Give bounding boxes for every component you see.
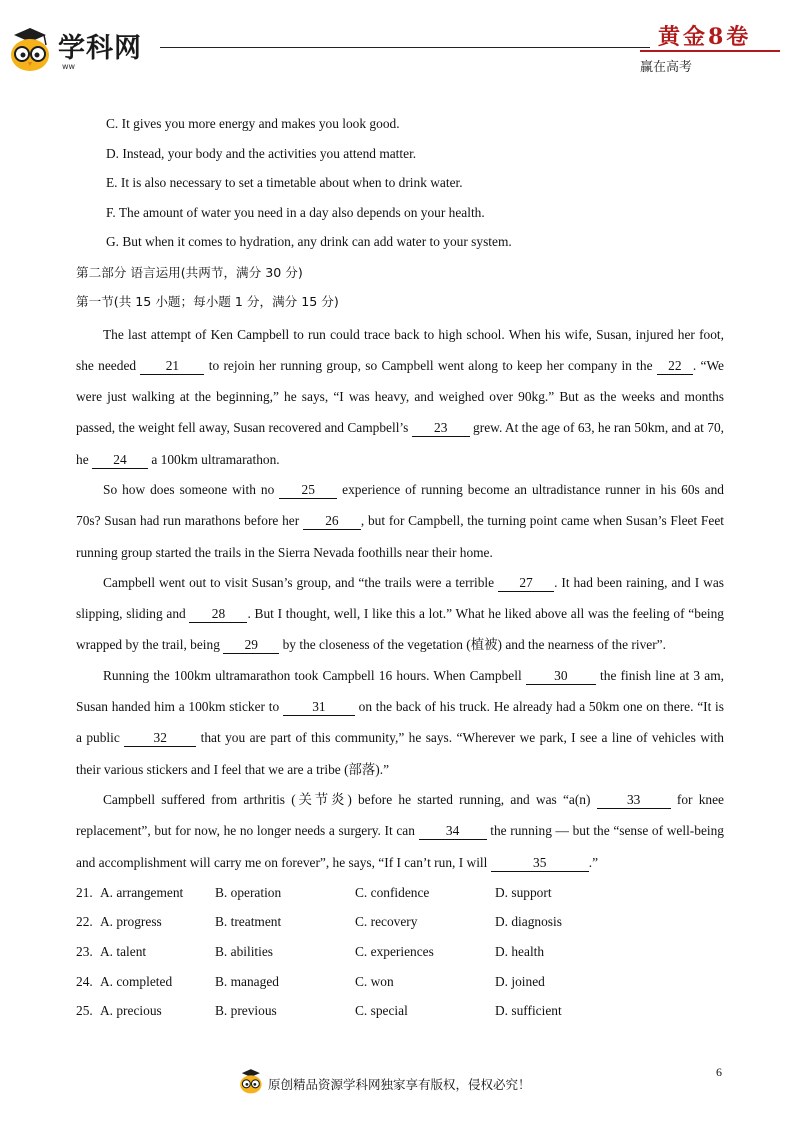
- page-footer: [0, 1060, 800, 1120]
- question-number: 21.: [76, 884, 93, 900]
- passage-text: Campbell suffered from arthritis (关节炎) before he started running, and was “a(n): [103, 791, 597, 807]
- blank-26: 26: [303, 513, 361, 530]
- passage-text: on the back of his truck. He already had a 50km one on there. “It is a public: [76, 699, 724, 746]
- choice-row: [76, 941, 724, 971]
- passage-text: for knee replacement”, but for now, he no longer needs a surgery. It can: [76, 791, 724, 839]
- option-g: G. But when it comes to hydration, any drink can add water to your system.: [106, 234, 512, 249]
- logo-subtext: ww: [62, 62, 76, 71]
- choice-c: C. special: [355, 1003, 408, 1019]
- passage-text: , but for Campbell, the turning point came when Susan’s Fleet Feet running group started the trails in the Sierra Nevada foothills near their home.: [76, 513, 724, 560]
- choice-a: A. arrangement: [100, 884, 184, 900]
- passage-text: by the closeness of the vegetation (植被) and the nearness of the river”.: [279, 637, 666, 653]
- question-number: 23.: [76, 944, 93, 960]
- choice-c: C. confidence: [355, 884, 430, 900]
- passage-text: a 100km ultramarathon.: [148, 451, 280, 467]
- choice-a: A. progress: [100, 914, 162, 930]
- option-f: F. The amount of water you need in a day also depends on your health.: [106, 204, 485, 220]
- choice-b: B. previous: [215, 1003, 277, 1019]
- question-number: 22.: [76, 914, 93, 930]
- site-logo: [8, 26, 168, 76]
- choice-row: [76, 911, 724, 941]
- passage-paragraph-4: [76, 660, 724, 785]
- choice-c: C. experiences: [355, 944, 434, 960]
- blank-25: 25: [279, 482, 337, 499]
- choice-b: B. managed: [215, 973, 279, 989]
- brand-underline: [640, 50, 780, 52]
- choice-b: B. operation: [215, 884, 282, 900]
- part-title: 第二部分 语言运用(共两节，满分 30 分): [76, 264, 303, 280]
- blank-31: 31: [283, 699, 355, 716]
- passage-text: the finish line at 3 am, Susan handed him a 100km sticker to: [76, 667, 725, 715]
- blank-30: 30: [526, 668, 596, 685]
- passage-text: So how does someone with no: [103, 481, 280, 497]
- passage-text: the running — but the “sense of well-being and accomplishment will carry me on forever”, he says, “If I can’t run, I will: [76, 823, 724, 870]
- passage-text: . “We were just walking at the beginning,” he says, “I was heavy, and weighed over 90kg.” But as the weeks and months passed, the weight fell away, Susan recovered and Campbell’s: [76, 357, 724, 436]
- answer-choices: [76, 882, 724, 1030]
- passage-text: grew. At the age of 63, he ran 50km, and at 70, he: [76, 420, 724, 467]
- passage-text: .”: [588, 854, 599, 870]
- choice-d: D. joined: [495, 973, 545, 989]
- brand-slogan: 赢在高考: [640, 60, 693, 75]
- brand-title: 黄金8卷: [658, 24, 752, 50]
- passage-text: that you are part of this community,” he says. “Wherever we park, I see a line of vehicles with their various stickers and I feel that we are a tribe (部落).”: [76, 730, 724, 777]
- choice-row: [76, 1000, 724, 1030]
- owl-mascot-icon: [8, 26, 56, 72]
- choice-b: B. abilities: [215, 944, 274, 960]
- passage-paragraph-2: [76, 474, 724, 568]
- copyright-notice: 原创精品资源学科网独家享有版权，侵权必究！: [268, 1077, 531, 1092]
- logo-text: 学科网: [58, 33, 142, 64]
- passage-text: . But I thought, well, I like this a lot.” What he liked above all was the feeling of “being wrapped by the trail, being: [76, 606, 724, 653]
- passage-text: to rejoin her running group, so Campbell went along to keep her company in the: [204, 357, 657, 373]
- blank-33: 33: [597, 792, 671, 809]
- choice-d: D. diagnosis: [495, 914, 562, 930]
- question-number: 24.: [76, 973, 93, 989]
- passage-text: Running the 100km ultramarathon took Campbell 16 hours. When Campbell: [103, 667, 526, 683]
- choice-row: [76, 971, 724, 1001]
- choice-c: C. won: [355, 973, 394, 989]
- blank-23: 23: [412, 420, 470, 437]
- choice-c: C. recovery: [355, 914, 418, 930]
- blank-35: 35: [491, 855, 589, 872]
- blank-32: 32: [124, 730, 196, 747]
- choice-d: D. health: [495, 944, 545, 960]
- passage-paragraph-1: [76, 319, 724, 475]
- page-content: [76, 113, 724, 1030]
- section-title: 第一节(共 15 小题；每小题 1 分，满分 15 分): [76, 293, 339, 309]
- page-header: [0, 0, 800, 80]
- passage-paragraph-5: [76, 784, 724, 878]
- owl-mascot-icon: [238, 1068, 266, 1094]
- choice-a: A. completed: [100, 973, 173, 989]
- blank-27: 27: [498, 575, 554, 592]
- choice-row: [76, 882, 724, 912]
- choice-b: B. treatment: [215, 914, 282, 930]
- choice-a: A. precious: [100, 1003, 162, 1019]
- choice-a: A. talent: [100, 944, 147, 960]
- question-number: 25.: [76, 1003, 93, 1019]
- passage-text: Campbell went out to visit Susan’s group, and “the trails were a terrible: [103, 574, 499, 590]
- option-e: E. It is also necessary to set a timetable about when to drink water.: [106, 175, 463, 190]
- passage-text: The last attempt of Ken Campbell to run could trace back to high school. When his wife, Susan, injured her foot, she needed: [76, 326, 724, 373]
- blank-28: 28: [189, 606, 247, 623]
- option-c: C. It gives you more energy and makes you look good.: [106, 116, 400, 131]
- blank-34: 34: [419, 823, 487, 840]
- option-d: D. Instead, your body and the activities you attend matter.: [106, 145, 417, 161]
- choice-d: D. sufficient: [495, 1003, 562, 1019]
- passage-paragraph-3: [76, 567, 724, 661]
- blank-24: 24: [92, 452, 148, 469]
- passage-text: experience of running become an ultradistance runner in his 60s and 70s? Susan had run marathons before her: [76, 481, 724, 529]
- blank-22: 22: [657, 358, 693, 375]
- header-divider: [160, 47, 650, 48]
- blank-21: 21: [140, 358, 204, 375]
- blank-29: 29: [223, 637, 279, 654]
- page-number: 6: [716, 1065, 722, 1079]
- choice-d: D. support: [495, 884, 552, 900]
- passage-text: . It had been raining, and I was slipping, sliding and: [76, 574, 724, 622]
